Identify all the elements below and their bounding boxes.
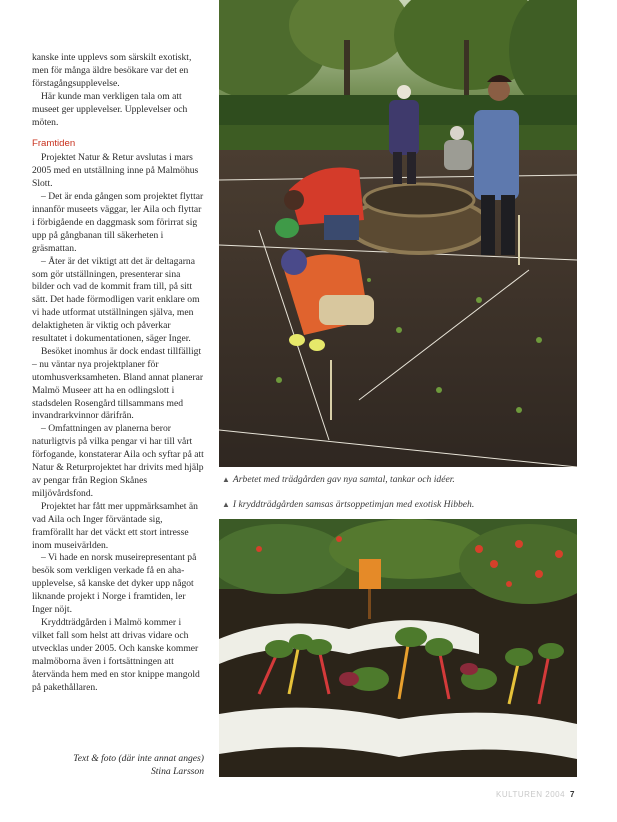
paragraph: Här kunde man verkligen tala om att museet ger upplevelser. Upplevelser och möten. xyxy=(32,90,188,128)
caption-arrow-icon: ▲ xyxy=(222,500,230,509)
herb-garden-photo xyxy=(219,519,577,777)
paragraph: – Det är enda gången som projektet flyttar innanför museets väggar, ler Aila och flyttar i förbigående en daggmask som förirrat sig upp på gångbanan till säkerheten i gräsmattan. xyxy=(32,191,204,254)
folio-label: KULTUREN 2004 xyxy=(496,790,566,799)
byline-author: Stina Larsson xyxy=(150,766,204,777)
byline xyxy=(32,752,204,778)
paragraph: Kryddträdgården i Malmö kommer i vilket fall som helst att drivas vidare och utvecklas under 2005. Och kanske kommer malmöborna även i fortsättningen att återvända hem med en stor knippe mangold på pakethållaren. xyxy=(32,616,200,693)
page-folio xyxy=(496,790,575,799)
caption-arrow-icon: ▲ xyxy=(222,475,230,484)
caption-text: Arbetet med trädgården gav nya samtal, tankar och idéer. xyxy=(232,474,455,485)
garden-work-photo-image xyxy=(219,0,577,467)
top-photo-caption xyxy=(222,474,577,486)
herb-garden-photo-image xyxy=(219,519,577,777)
paragraph: – Omfattningen av planerna beror naturligtvis på vilka pengar vi har till vårt förfogande, konstaterar Aila och syftar på att Natur & Returprojektet har drivits med hjälp av pengar från Region Skånes miljövårdsfond. xyxy=(32,423,204,499)
section-heading: Framtiden xyxy=(32,138,76,150)
bottom-photo-caption xyxy=(222,499,577,511)
paragraph: Besöket inomhus är dock endast tillfälligt – nu väntar nya projektplaner för utomhusverksamheten. Bland annat planerar Malmö Museer att ha en odlingslott i stadsdelen Rosengård tillsammans med invandrarkvinnor därifrån. xyxy=(32,345,204,422)
garden-work-photo xyxy=(219,0,577,467)
paragraph: – Vi hade en norsk museirepresentant på besök som verkligen verkade få en aha-upplevelse, så kanske det dyker upp något liknande projekt i Norge i framtiden, ler Inger nöjt. xyxy=(32,552,197,616)
caption-text: I kryddträdgården samsas ärtsoppetimjan med exotisk Hibbeh. xyxy=(232,499,475,510)
page-number: 7 xyxy=(570,790,575,799)
paragraph: – Åter är det viktigt att det är deltagarna som gör utställningen, presenterar sina bilder och vad de kommit fram till, på sitt sätt. Det hade förmodligen varit enklare om vi hade utformat utställningen själva, men delaktigheten är viktig och påverkar resultatet i dokumentationen, säger Inger. xyxy=(32,255,200,345)
paragraph: kanske inte upplevs som särskilt exotiskt, men för många äldre besökare var det en förstagångsupplevelse. xyxy=(32,52,192,89)
paragraph: Projektet Natur & Retur avslutas i mars 2005 med en utställning inne på Malmöhus Slott. xyxy=(32,152,199,190)
article-column xyxy=(32,52,204,694)
paragraph: Projektet har fått mer uppmärksamhet än vad Aila och Inger förväntade sig, framförallt har det väckt ett stort intresse inom museivärlden. xyxy=(32,500,198,551)
byline-credit: Text & foto (där inte annat anges) xyxy=(73,753,204,764)
